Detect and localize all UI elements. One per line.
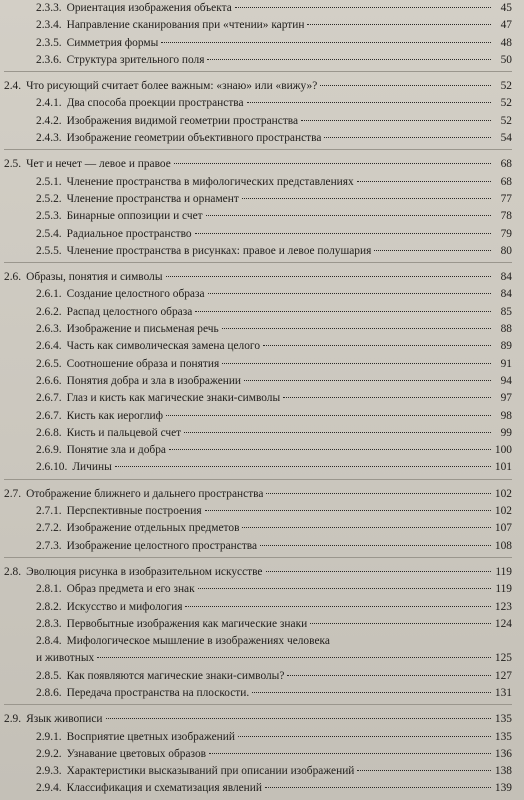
entry-page-number: 91 bbox=[500, 357, 512, 370]
entry-title: Мифологическое мышление в изображениях человека bbox=[66, 635, 330, 648]
dot-leader bbox=[357, 770, 491, 771]
dot-leader bbox=[195, 233, 491, 234]
entry-page-number: 102 bbox=[494, 487, 512, 500]
entry-page-number: 79 bbox=[500, 227, 512, 240]
toc-section-group bbox=[4, 269, 512, 480]
dot-leader bbox=[106, 718, 491, 719]
entry-page-number: 47 bbox=[500, 19, 512, 32]
entry-title: Образ предмета и его знак bbox=[66, 583, 195, 596]
toc-entry[interactable] bbox=[4, 633, 512, 650]
dot-leader bbox=[195, 311, 491, 312]
entry-page-number: 54 bbox=[500, 132, 512, 145]
entry-title: Симметрия формы bbox=[66, 36, 159, 49]
toc-section-heading[interactable] bbox=[4, 156, 512, 173]
entry-page-number: 97 bbox=[500, 392, 512, 405]
entry-number: 2.3.4. bbox=[36, 19, 62, 32]
entry-number: 2.6.3. bbox=[36, 323, 62, 336]
toc-entry[interactable] bbox=[4, 356, 512, 373]
entry-page-number: 125 bbox=[494, 652, 512, 665]
toc-entry[interactable] bbox=[4, 442, 512, 459]
dot-leader bbox=[161, 42, 491, 43]
dot-leader bbox=[260, 545, 491, 546]
dot-leader bbox=[222, 363, 491, 364]
entry-title: Ориентация изображения объекта bbox=[66, 2, 232, 14]
entry-number: 2.8. bbox=[4, 565, 22, 578]
toc-entry[interactable] bbox=[4, 538, 512, 555]
toc-entry[interactable] bbox=[4, 243, 512, 260]
toc-entry[interactable] bbox=[4, 226, 512, 243]
entry-number: 2.8.2. bbox=[36, 600, 62, 613]
entry-number: 2.9.3. bbox=[36, 765, 62, 778]
entry-page-number: 68 bbox=[500, 175, 512, 188]
dot-leader bbox=[166, 276, 492, 277]
dot-leader bbox=[247, 102, 491, 103]
entry-number: 2.8.5. bbox=[36, 669, 62, 682]
dot-leader bbox=[209, 753, 491, 754]
entry-page-number: 94 bbox=[500, 374, 512, 387]
dot-leader bbox=[252, 692, 491, 693]
toc-entry[interactable] bbox=[4, 599, 512, 616]
entry-page-number: 119 bbox=[495, 583, 512, 596]
entry-page-number: 89 bbox=[500, 340, 512, 353]
entry-page-number: 124 bbox=[494, 617, 512, 630]
entry-number: 2.6.5. bbox=[36, 357, 62, 370]
entry-number: 2.6.8. bbox=[36, 426, 62, 439]
entry-title: Изображение целостного пространства bbox=[66, 539, 258, 552]
entry-page-number: 78 bbox=[500, 210, 512, 223]
entry-title: Структура зрительного поля bbox=[66, 53, 205, 66]
entry-number: 2.6.2. bbox=[36, 305, 62, 318]
dot-leader bbox=[198, 588, 491, 589]
dot-leader bbox=[208, 293, 491, 294]
entry-page-number: 102 bbox=[494, 505, 512, 518]
toc-section-heading[interactable] bbox=[4, 564, 512, 581]
table-of-contents bbox=[4, 0, 512, 800]
toc-entry[interactable] bbox=[4, 113, 512, 130]
entry-page-number: 52 bbox=[500, 114, 512, 127]
entry-number: 2.9.1. bbox=[36, 730, 62, 743]
entry-number: 2.6.6. bbox=[36, 374, 62, 387]
toc-entry[interactable] bbox=[4, 208, 512, 225]
toc-section-heading[interactable] bbox=[4, 486, 512, 503]
entry-page-number: 131 bbox=[494, 686, 512, 699]
entry-page-number: 101 bbox=[494, 461, 512, 474]
entry-page-number: 119 bbox=[495, 565, 512, 578]
entry-page-number: 84 bbox=[500, 288, 512, 301]
toc-entry[interactable] bbox=[4, 130, 512, 147]
dot-leader bbox=[324, 137, 491, 138]
dot-leader bbox=[266, 571, 492, 572]
dot-leader bbox=[97, 657, 491, 658]
entry-title: Понятия добра и зла в изображении bbox=[66, 374, 242, 387]
entry-title: Перспективные построения bbox=[66, 505, 202, 518]
toc-section-heading[interactable] bbox=[4, 711, 512, 728]
dot-leader bbox=[174, 163, 491, 164]
entry-page-number: 77 bbox=[500, 192, 512, 205]
entry-number: 2.8.4. bbox=[36, 635, 62, 648]
entry-number: 2.6.7. bbox=[36, 392, 62, 405]
dot-leader bbox=[184, 432, 491, 433]
toc-entry[interactable] bbox=[4, 286, 512, 303]
entry-title: Членение пространства и орнамент bbox=[66, 192, 239, 205]
dot-leader bbox=[169, 449, 491, 450]
entry-page-number: 138 bbox=[494, 765, 512, 778]
entry-title: Как появляются магические знаки-символы? bbox=[66, 669, 285, 682]
entry-title: Передача пространства на плоскости. bbox=[66, 686, 250, 699]
entry-title: Соотношение образа и понятия bbox=[66, 357, 220, 370]
entry-page-number: 108 bbox=[494, 539, 512, 552]
entry-number: 2.6.1. bbox=[36, 288, 62, 301]
entry-number: 2.5.1. bbox=[36, 175, 62, 188]
toc-section-group bbox=[4, 156, 512, 263]
entry-title: Классификация и схематизация явлений bbox=[66, 782, 262, 795]
toc-entry[interactable] bbox=[4, 52, 512, 69]
toc-entry[interactable] bbox=[4, 581, 512, 598]
entry-page-number: 88 bbox=[500, 323, 512, 336]
toc-section-group bbox=[4, 0, 512, 72]
toc-entry[interactable] bbox=[4, 17, 512, 34]
entry-number: 2.8.6. bbox=[36, 686, 62, 699]
entry-number: 2.5.3. bbox=[36, 210, 62, 223]
entry-number: 2.7.2. bbox=[36, 522, 62, 535]
entry-number: 2.3.3. bbox=[36, 2, 62, 14]
entry-number: 2.9.2. bbox=[36, 747, 62, 760]
entry-page-number: 80 bbox=[500, 244, 512, 257]
entry-number: 2.5.5. bbox=[36, 244, 62, 257]
entry-title: Понятие зла и добра bbox=[66, 444, 166, 457]
entry-page-number: 100 bbox=[494, 444, 512, 457]
dot-leader bbox=[263, 345, 491, 346]
entry-number: 2.4. bbox=[4, 80, 22, 93]
entry-title: Язык живописи bbox=[26, 713, 103, 726]
entry-title: Восприятие цветных изображений bbox=[66, 730, 235, 743]
dot-leader bbox=[301, 120, 491, 121]
dot-leader bbox=[265, 787, 491, 788]
entry-number: 2.4.2. bbox=[36, 114, 62, 127]
entry-title: Направление сканирования при «чтении» картин bbox=[66, 19, 305, 32]
entry-title: Распад целостного образа bbox=[66, 305, 193, 318]
toc-entry-continuation[interactable] bbox=[4, 650, 512, 667]
entry-number: 2.7.3. bbox=[36, 539, 62, 552]
toc-section-group bbox=[4, 564, 512, 705]
toc-entry[interactable] bbox=[4, 321, 512, 338]
entry-page-number: 52 bbox=[500, 97, 512, 110]
dot-leader bbox=[310, 623, 491, 624]
entry-number: 2.6.4. bbox=[36, 340, 62, 353]
entry-number: 2.4.1. bbox=[36, 97, 62, 110]
entry-title: Образы, понятия и символы bbox=[26, 271, 163, 284]
entry-number: 2.6.7. bbox=[36, 409, 62, 422]
entry-number: 2.8.1. bbox=[36, 583, 62, 596]
toc-entry[interactable] bbox=[4, 95, 512, 112]
dot-leader bbox=[320, 85, 491, 86]
entry-number: 2.7.1. bbox=[36, 505, 62, 518]
toc-entry[interactable] bbox=[4, 0, 512, 17]
dot-leader bbox=[185, 606, 491, 607]
entry-title: Изображение отдельных предметов bbox=[66, 522, 240, 535]
entry-title-continuation: и животных bbox=[36, 652, 95, 665]
entry-number: 2.6.10. bbox=[36, 461, 68, 474]
entry-title: Изображение геометрии объективного пространства bbox=[66, 132, 322, 145]
toc-entry[interactable] bbox=[4, 408, 512, 425]
entry-title: Что рисующий считает более важным: «знаю» или «вижу»? bbox=[26, 80, 318, 93]
entry-title: Глаз и кисть как магические знаки-символы bbox=[66, 392, 281, 405]
toc-entry[interactable] bbox=[4, 191, 512, 208]
entry-title: Эволюция рисунка в изобразительном искусстве bbox=[26, 565, 263, 578]
entry-page-number: 136 bbox=[494, 747, 512, 760]
entry-title: Узнавание цветовых образов bbox=[66, 747, 207, 760]
entry-page-number: 107 bbox=[494, 522, 512, 535]
dot-leader bbox=[287, 675, 491, 676]
toc-entry[interactable] bbox=[4, 459, 512, 476]
entry-title: Характеристики высказываний при описании изображений bbox=[66, 765, 355, 778]
entry-number: 2.3.6. bbox=[36, 53, 62, 66]
dot-leader bbox=[266, 493, 491, 494]
entry-title: Отображение ближнего и дальнего пространства bbox=[26, 487, 264, 500]
dot-leader bbox=[244, 380, 491, 381]
toc-entry[interactable] bbox=[4, 503, 512, 520]
entry-title: Часть как символическая замена целого bbox=[66, 340, 261, 353]
entry-page-number: 45 bbox=[500, 2, 512, 14]
toc-entry[interactable] bbox=[4, 685, 512, 702]
entry-title: Радиальное пространство bbox=[66, 227, 192, 240]
dot-leader bbox=[115, 466, 491, 467]
toc-entry[interactable] bbox=[4, 746, 512, 763]
dot-leader bbox=[242, 527, 491, 528]
toc-entry[interactable] bbox=[4, 304, 512, 321]
entry-title: Личины bbox=[72, 461, 112, 474]
entry-page-number: 98 bbox=[500, 409, 512, 422]
entry-title: Чет и нечет — левое и правое bbox=[26, 158, 171, 171]
entry-title: Членение пространства в рисунках: правое и левое полушария bbox=[66, 244, 372, 257]
toc-entry[interactable] bbox=[4, 338, 512, 355]
entry-title: Кисть и пальцевой счет bbox=[66, 426, 182, 439]
entry-title: Создание целостного образа bbox=[66, 288, 205, 301]
entry-page-number: 52 bbox=[500, 80, 512, 93]
entry-title: Кисть как иероглиф bbox=[66, 409, 164, 422]
toc-entry[interactable] bbox=[4, 373, 512, 390]
entry-title: Искусство и мифология bbox=[66, 600, 183, 613]
entry-number: 2.9. bbox=[4, 713, 22, 726]
entry-number: 2.8.3. bbox=[36, 617, 62, 630]
toc-entry[interactable] bbox=[4, 780, 512, 797]
toc-entry[interactable] bbox=[4, 616, 512, 633]
entry-number: 2.6. bbox=[4, 271, 22, 284]
dot-leader bbox=[357, 181, 491, 182]
entry-number: 2.9.4. bbox=[36, 782, 62, 795]
entry-title: Бинарные оппозиции и счет bbox=[66, 210, 203, 223]
entry-page-number: 48 bbox=[500, 36, 512, 49]
entry-title: Два способа проекции пространства bbox=[66, 97, 244, 110]
entry-page-number: 50 bbox=[500, 53, 512, 66]
toc-entry[interactable] bbox=[4, 425, 512, 442]
dot-leader bbox=[307, 24, 491, 25]
toc-entry[interactable] bbox=[4, 668, 512, 685]
dot-leader bbox=[242, 198, 491, 199]
entry-page-number: 139 bbox=[494, 782, 512, 795]
dot-leader bbox=[207, 59, 491, 60]
toc-section-heading[interactable] bbox=[4, 269, 512, 286]
toc-section-heading[interactable] bbox=[4, 78, 512, 95]
entry-number: 2.7. bbox=[4, 487, 22, 500]
toc-entry[interactable] bbox=[4, 35, 512, 52]
entry-number: 2.3.5. bbox=[36, 36, 62, 49]
entry-number: 2.5.2. bbox=[36, 192, 62, 205]
dot-leader bbox=[166, 415, 491, 416]
entry-page-number: 99 bbox=[500, 426, 512, 439]
dot-leader bbox=[374, 250, 491, 251]
toc-entry[interactable] bbox=[4, 763, 512, 780]
dot-leader bbox=[206, 215, 491, 216]
entry-number: 2.4.3. bbox=[36, 132, 62, 145]
entry-title: Членение пространства в мифологических представлениях bbox=[66, 175, 354, 188]
entry-title: Первобытные изображения как магические знаки bbox=[66, 617, 308, 630]
toc-section-group bbox=[4, 78, 512, 150]
entry-number: 2.5. bbox=[4, 158, 22, 171]
toc-entry[interactable] bbox=[4, 390, 512, 407]
toc-entry[interactable] bbox=[4, 520, 512, 537]
entry-page-number: 123 bbox=[494, 600, 512, 613]
entry-title: Изображения видимой геометрии пространства bbox=[66, 114, 299, 127]
dot-leader bbox=[205, 510, 491, 511]
entry-page-number: 68 bbox=[500, 158, 512, 171]
dot-leader bbox=[238, 736, 491, 737]
toc-entry[interactable] bbox=[4, 174, 512, 191]
entry-title: Изображение и письменая речь bbox=[66, 323, 219, 336]
dot-leader bbox=[235, 7, 491, 8]
toc-section-group bbox=[4, 711, 512, 799]
entry-number: 2.5.4. bbox=[36, 227, 62, 240]
entry-page-number: 84 bbox=[500, 271, 512, 284]
entry-page-number: 135 bbox=[494, 730, 512, 743]
entry-number: 2.6.9. bbox=[36, 444, 62, 457]
toc-section-group bbox=[4, 486, 512, 558]
dot-leader bbox=[222, 328, 491, 329]
dot-leader bbox=[283, 397, 491, 398]
entry-page-number: 135 bbox=[494, 713, 512, 726]
entry-page-number: 127 bbox=[494, 669, 512, 682]
entry-page-number: 85 bbox=[500, 305, 512, 318]
toc-entry[interactable] bbox=[4, 729, 512, 746]
